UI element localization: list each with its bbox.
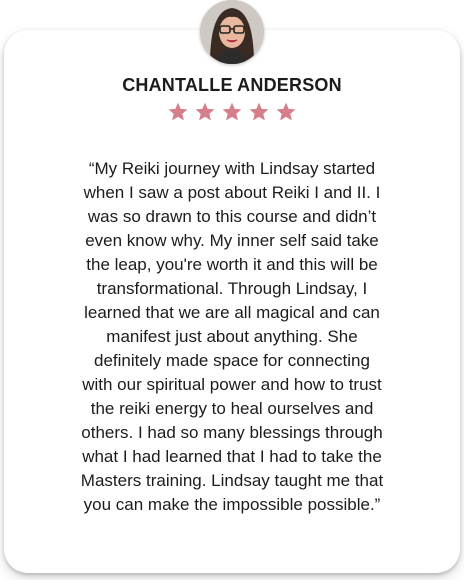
star-icon bbox=[275, 101, 297, 123]
star-rating bbox=[4, 101, 460, 123]
star-icon bbox=[221, 101, 243, 123]
person-portrait-icon bbox=[200, 0, 264, 64]
avatar bbox=[200, 0, 264, 64]
star-icon bbox=[167, 101, 189, 123]
star-icon bbox=[194, 101, 216, 123]
testimonial-quote: “My Reiki journey with Lindsay started when I saw a post about Reiki I and II. I was so drawn to this course and didn’t even know why. My inner self said take the leap, you're worth it and this will be transformational. Through Lindsay, I learned that we are all magical and can manifest just about anything. She definitely made space for connecting with our spiritual power and how to trust the reiki energy to heal ourselves and others. I had so many blessings through what I had learned that I had to take the Masters training. Lindsay taught me that you can make the impossible possible.” bbox=[80, 159, 384, 514]
star-icon bbox=[248, 101, 270, 123]
reviewer-name: CHANTALLE ANDERSON bbox=[122, 75, 342, 95]
